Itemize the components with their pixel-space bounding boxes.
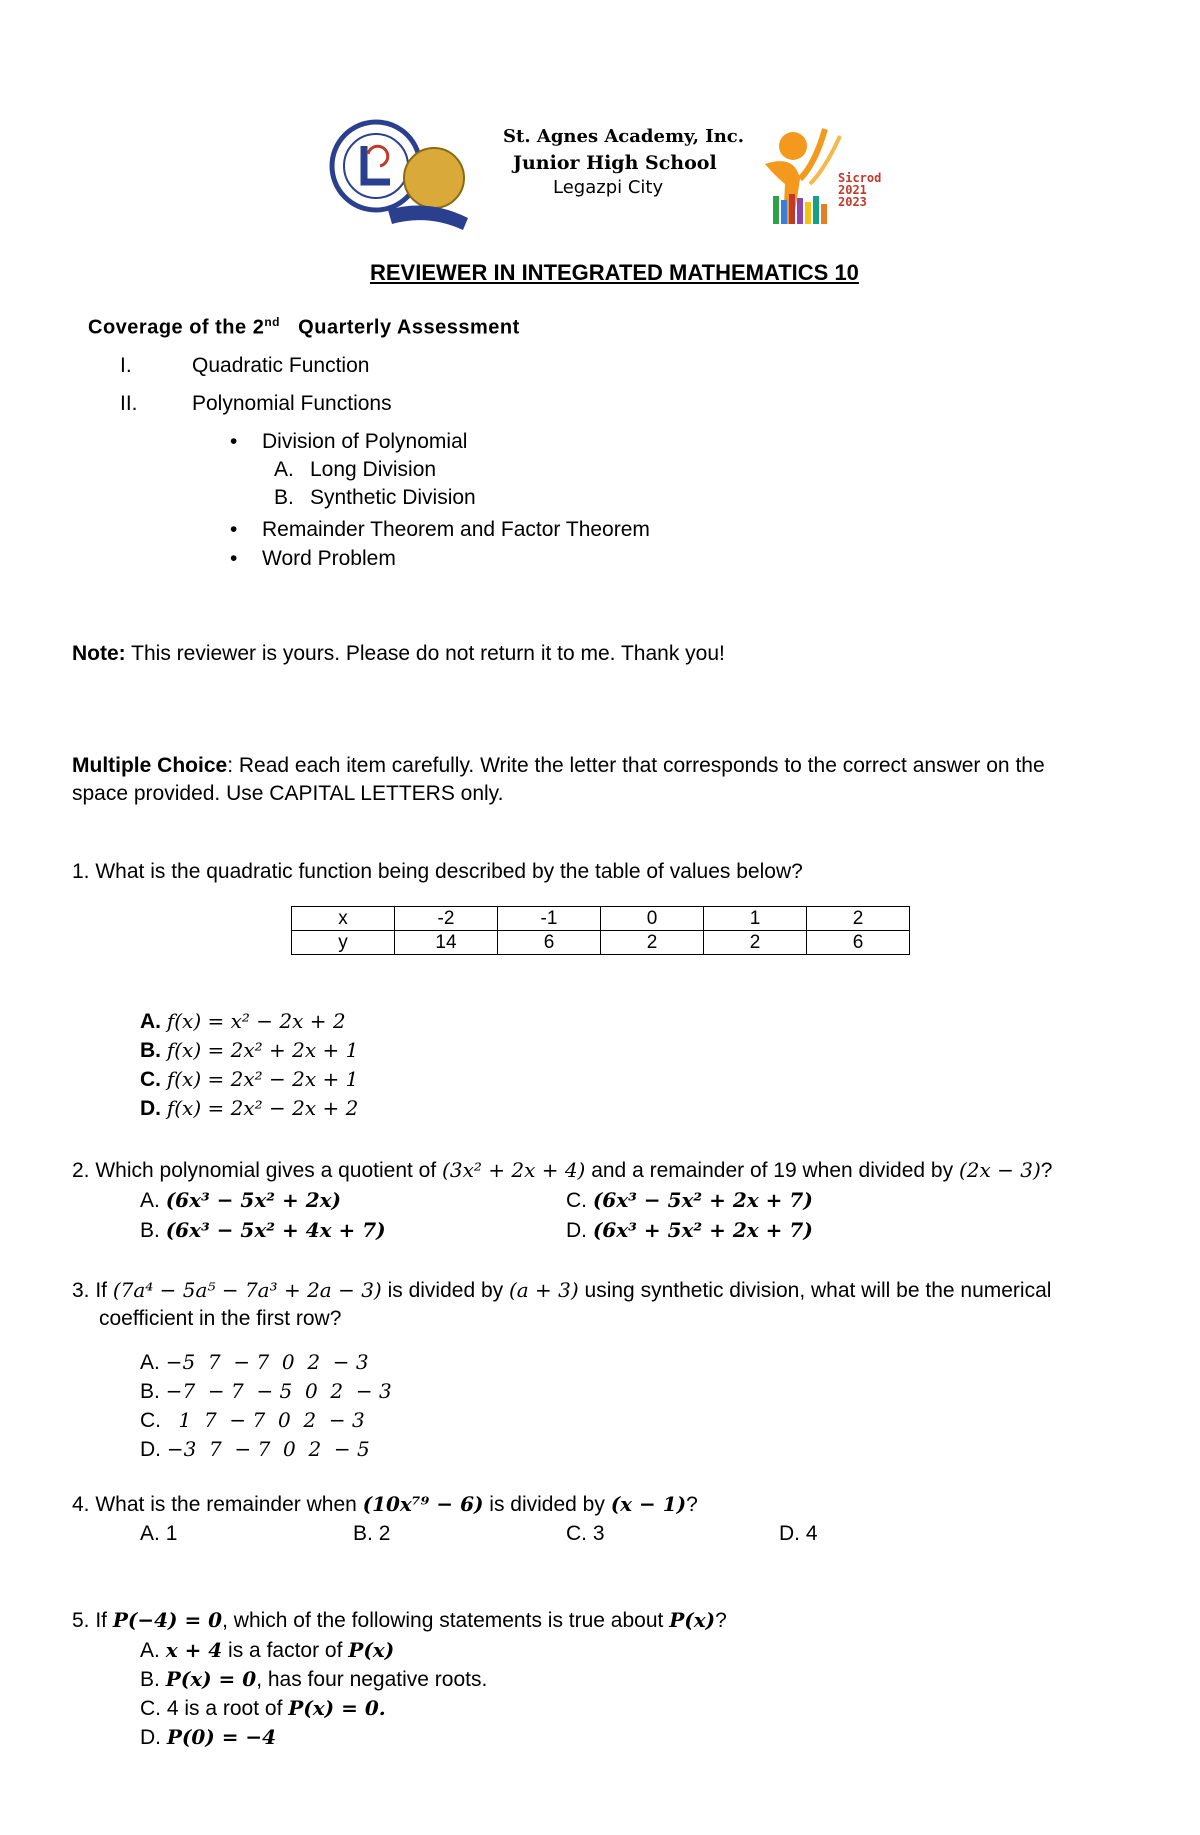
topic-label: Quadratic Function bbox=[192, 354, 370, 377]
choice-letter: B. bbox=[140, 1668, 160, 1691]
table-cell: 0 bbox=[601, 907, 704, 931]
school-city: Legazpi City bbox=[553, 177, 664, 198]
choice-5a bbox=[140, 1636, 394, 1665]
coverage-heading bbox=[88, 315, 520, 340]
choice-letter: A. bbox=[140, 1351, 160, 1374]
table-cell: 2 bbox=[807, 907, 910, 931]
choice-expr: f(x) = 2x² + 2x + 1 bbox=[166, 1038, 359, 1062]
table-cell: 2 bbox=[601, 931, 704, 955]
choice-expr: f(x) = 2x² − 2x + 1 bbox=[166, 1067, 359, 1091]
choice-2a bbox=[140, 1186, 341, 1215]
table-row bbox=[292, 931, 910, 955]
q3-post: using synthetic division, what will be the numerical bbox=[578, 1279, 1052, 1302]
choice-value: 4 bbox=[805, 1522, 818, 1545]
instructions-line2: space provided. Use CAPITAL LETTERS only. bbox=[72, 782, 504, 805]
question-1-text: 1. What is the quadratic function being described by the table of values below? bbox=[72, 860, 803, 883]
choice-letter: B. bbox=[140, 1219, 160, 1242]
sicrod-logo-line: 2023 bbox=[838, 195, 867, 209]
school-level: Junior High School bbox=[513, 152, 717, 174]
choice-expr: f(x) = 2x² − 2x + 2 bbox=[166, 1096, 359, 1120]
q3-poly: (7a⁴ − 5a⁵ − 7a³ + 2a − 3) bbox=[112, 1278, 382, 1302]
bullet-icon: • bbox=[230, 430, 238, 453]
choice-letter: C. bbox=[140, 1409, 161, 1432]
choice-expr: (6x³ + 5x² + 2x + 7) bbox=[592, 1218, 813, 1242]
q4-pre: 4. What is the remainder when bbox=[72, 1493, 363, 1516]
choice-4b bbox=[353, 1520, 390, 1548]
choice-letter: B. bbox=[353, 1522, 373, 1545]
q2-quotient: (3x² + 2x + 4) bbox=[442, 1158, 586, 1182]
q4-divisor: (x − 1) bbox=[610, 1492, 687, 1516]
table-cell: 6 bbox=[807, 931, 910, 955]
choice-1c bbox=[140, 1065, 358, 1094]
choice-expr: −5 7 − 7 0 2 − 3 bbox=[165, 1350, 369, 1374]
table-cell: 14 bbox=[395, 931, 498, 955]
choice-expr: x + 4 bbox=[165, 1638, 223, 1662]
method-label: Long Division bbox=[310, 458, 437, 481]
note-text: This reviewer is yours. Please do not return it to me. Thank you! bbox=[131, 642, 725, 665]
choice-expr: 1 7 − 7 0 2 − 3 bbox=[178, 1408, 365, 1432]
note-label: Note: bbox=[72, 642, 126, 665]
instructions-text: : Read each item carefully. Write the letter that corresponds to the correct answer on the bbox=[227, 754, 1045, 777]
q4-post: ? bbox=[686, 1493, 698, 1516]
choice-letter: B. bbox=[140, 1380, 160, 1403]
choice-1b bbox=[140, 1036, 358, 1065]
q5-condition: P(−4) = 0 bbox=[112, 1608, 223, 1632]
sicrod-logo-line: Sicrod bbox=[838, 171, 882, 185]
bullet-icon: • bbox=[230, 547, 238, 570]
choice-expr: P(x) = 0 bbox=[165, 1667, 257, 1691]
choice-letter: D. bbox=[140, 1097, 161, 1120]
table-cell: 1 bbox=[704, 907, 807, 931]
table-header-cell: y bbox=[292, 931, 395, 955]
q4-mid: is divided by bbox=[483, 1493, 611, 1516]
choice-letter: C. bbox=[140, 1068, 161, 1091]
topic-number: I. bbox=[120, 354, 132, 377]
question-4-text bbox=[72, 1490, 698, 1519]
subtopic-label: Remainder Theorem and Factor Theorem bbox=[262, 518, 650, 541]
choice-letter: D. bbox=[566, 1219, 587, 1242]
choice-4d bbox=[779, 1520, 818, 1548]
table-cell: 6 bbox=[498, 931, 601, 955]
choice-5d bbox=[140, 1723, 276, 1752]
choice-2c bbox=[566, 1186, 813, 1215]
choice-letter: D. bbox=[779, 1522, 800, 1545]
question-5-text bbox=[72, 1606, 727, 1635]
choice-text: , has four negative roots. bbox=[256, 1668, 488, 1691]
choice-letter: C. bbox=[566, 1189, 587, 1212]
table-header-cell: x bbox=[292, 907, 395, 931]
q5-pre: 5. If bbox=[72, 1609, 113, 1632]
q2-divisor: (2x − 3) bbox=[958, 1158, 1041, 1182]
document-title: REVIEWER IN INTEGRATED MATHEMATICS 10 bbox=[370, 260, 859, 285]
method-label: Synthetic Division bbox=[310, 486, 476, 509]
q3-pre: 3. If bbox=[72, 1279, 113, 1302]
choice-expr: −7 − 7 − 5 0 2 − 3 bbox=[165, 1379, 392, 1403]
choice-2d bbox=[566, 1216, 813, 1245]
sicrod-logo-text bbox=[838, 172, 881, 208]
instructions-label: Multiple Choice bbox=[72, 754, 228, 777]
choice-text: is a factor of bbox=[222, 1639, 349, 1662]
table-of-values bbox=[291, 906, 910, 955]
topic-label: Polynomial Functions bbox=[192, 392, 392, 415]
choice-expr: −3 7 − 7 0 2 − 5 bbox=[166, 1437, 370, 1461]
question-3-line2: coefficient in the first row? bbox=[99, 1307, 342, 1330]
method-letter: B. bbox=[274, 486, 294, 509]
choice-value: 3 bbox=[592, 1522, 605, 1545]
choice-letter: C. bbox=[140, 1697, 161, 1720]
table-row bbox=[292, 907, 910, 931]
choice-expr: (6x³ − 5x² + 2x) bbox=[165, 1188, 342, 1212]
note bbox=[72, 640, 725, 668]
choice-expr: (6x³ − 5x² + 4x + 7) bbox=[165, 1218, 386, 1242]
table-cell: -2 bbox=[395, 907, 498, 931]
school-name: St. Agnes Academy, Inc. bbox=[503, 126, 745, 147]
choice-2b bbox=[140, 1216, 386, 1245]
choice-expr: P(0) = −4 bbox=[166, 1725, 277, 1749]
choice-text: 4 is a root of bbox=[166, 1697, 289, 1720]
table-cell: 2 bbox=[704, 931, 807, 955]
choice-letter: D. bbox=[140, 1726, 161, 1749]
choice-5c bbox=[140, 1694, 386, 1723]
topic-number: II. bbox=[120, 392, 138, 415]
q3-mid: is divided by bbox=[381, 1279, 509, 1302]
q2-post: ? bbox=[1040, 1159, 1053, 1182]
choice-letter: A. bbox=[140, 1189, 160, 1212]
choice-5b bbox=[140, 1665, 487, 1694]
choice-letter: A. bbox=[140, 1010, 161, 1033]
choice-3d bbox=[140, 1435, 370, 1464]
sicrod-event-logo-icon bbox=[755, 124, 910, 234]
choice-3a bbox=[140, 1348, 369, 1377]
q5-post: , which of the following statements is true about bbox=[222, 1609, 670, 1632]
bullet-icon: • bbox=[230, 518, 238, 541]
q2-mid: and a remainder of 19 when divided by bbox=[585, 1159, 959, 1182]
method-letter: A. bbox=[274, 458, 294, 481]
choice-1a bbox=[140, 1007, 346, 1036]
choice-4c bbox=[566, 1520, 605, 1548]
instructions-line1 bbox=[72, 752, 1045, 780]
q5-px: P(x) bbox=[669, 1608, 716, 1632]
q3-divisor: (a + 3) bbox=[508, 1278, 579, 1302]
choice-4a bbox=[140, 1520, 177, 1548]
choice-letter: C. bbox=[566, 1522, 587, 1545]
choice-expr: f(x) = x² − 2x + 2 bbox=[166, 1009, 346, 1033]
coverage-label-post: Quarterly Assessment bbox=[298, 316, 520, 339]
choice-letter: B. bbox=[140, 1039, 161, 1062]
choice-letter: D. bbox=[140, 1438, 161, 1461]
question-2-text bbox=[72, 1156, 1052, 1185]
q2-pre: 2. Which polynomial gives a quotient of bbox=[72, 1159, 443, 1182]
q4-poly: (10x⁷⁹ − 6) bbox=[362, 1492, 484, 1516]
question-3-text bbox=[72, 1276, 1051, 1305]
subtopic-label: Word Problem bbox=[262, 547, 396, 570]
coverage-label-pre: Coverage of the 2 bbox=[88, 316, 265, 339]
coverage-label-sup: nd bbox=[264, 315, 280, 329]
choice-3b bbox=[140, 1377, 392, 1406]
choice-3c bbox=[140, 1406, 365, 1435]
choice-expr: P(x) bbox=[348, 1638, 395, 1662]
choice-letter: A. bbox=[140, 1522, 160, 1545]
choice-letter: A. bbox=[140, 1639, 160, 1662]
choice-1d bbox=[140, 1094, 358, 1123]
table-cell: -1 bbox=[498, 907, 601, 931]
subtopic-label: Division of Polynomial bbox=[262, 430, 468, 453]
q5-end: ? bbox=[715, 1609, 727, 1632]
choice-value: 1 bbox=[165, 1522, 178, 1545]
choice-value: 2 bbox=[378, 1522, 391, 1545]
choice-expr: (6x³ − 5x² + 2x + 7) bbox=[592, 1188, 813, 1212]
school-seal-icon bbox=[318, 118, 478, 238]
sicrod-logo-line: 2021 bbox=[838, 183, 867, 197]
choice-expr: P(x) = 0. bbox=[288, 1696, 386, 1720]
